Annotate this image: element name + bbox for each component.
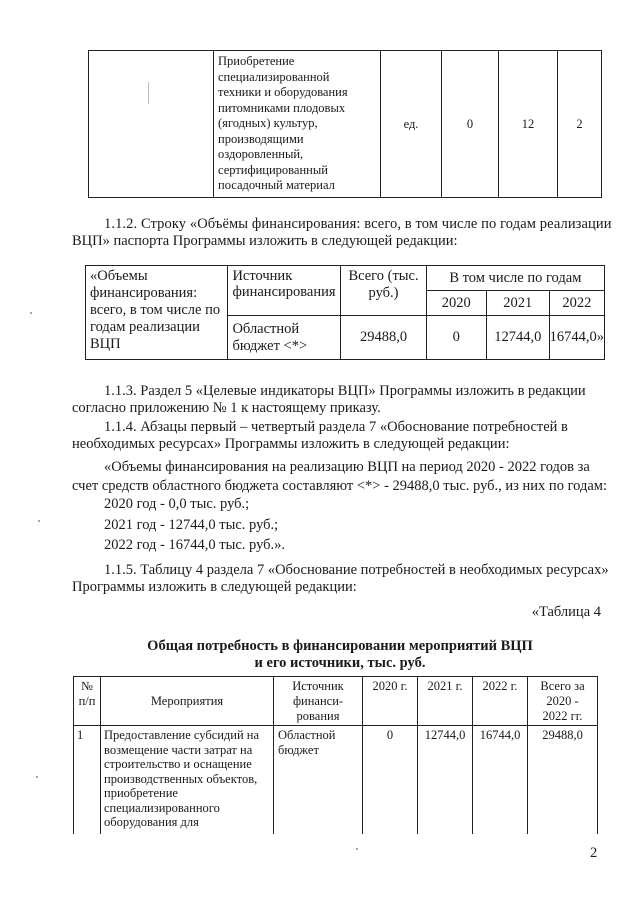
year-header-cell: 2021 <box>486 291 549 316</box>
paragraph-1-1-3 <box>72 383 586 416</box>
text-line: Программы изложить в следующей редакции: <box>72 578 357 595</box>
page-number: 2 <box>590 845 598 861</box>
scan-mark <box>356 848 358 850</box>
text-line: бюджет <*> <box>232 337 308 354</box>
scan-mark <box>38 520 40 522</box>
table-row <box>89 51 602 198</box>
text-line: Предоставление субсидий на <box>104 728 260 742</box>
text-line: Приобретение <box>218 54 295 69</box>
paragraph-1-1-4 <box>72 419 568 452</box>
header-source-cell <box>274 677 363 726</box>
indicator-table <box>88 50 602 198</box>
text-line: Областной <box>278 728 336 742</box>
text-line: приобретение <box>104 786 178 800</box>
text-line: № <box>81 679 93 693</box>
table-row <box>86 266 605 291</box>
header-num-cell <box>74 677 101 726</box>
text-line: 1.1.4. Абзацы первый – четвертый раздела 7 «Обоснование потребностей в <box>104 419 568 435</box>
scan-mark <box>36 776 38 778</box>
empty-cell <box>89 51 214 198</box>
text-line: оздоровленный, <box>218 147 304 162</box>
header-total-cell <box>528 677 598 726</box>
text-line: (ягодных) культур, <box>218 116 318 131</box>
table-header-row <box>74 677 598 726</box>
by-year-header-cell: В том числе по годам <box>426 266 604 291</box>
scan-mark <box>30 312 32 314</box>
unit-cell: ед. <box>381 51 442 198</box>
text-line: бюджет <box>278 742 319 757</box>
text-line: 1.1.5. Таблицу 4 раздела 7 «Обоснование потребностей в необходимых ресурсах» <box>104 562 609 578</box>
text-line: согласно приложению № 1 к настоящему приказу. <box>72 399 381 416</box>
header-year-cell: 2022 г. <box>473 677 528 726</box>
table-caption: «Таблица 4 <box>531 604 601 620</box>
text-line: ВЦП <box>90 336 121 352</box>
text-line: финансирования <box>232 284 336 300</box>
value-cell: 12744,0 <box>486 316 549 360</box>
text-line: 1.1.2. Строку «Объёмы финансирования: всего, в том числе по годам реализации <box>104 216 612 232</box>
row-measure-cell <box>101 726 274 835</box>
text-line: годам реализации <box>90 319 200 335</box>
text-line: специализированной <box>218 69 330 84</box>
text-line: Источник <box>232 268 293 284</box>
text-line: 2020 год - 0,0 тыс. руб.; <box>104 496 250 512</box>
year-header-cell: 2020 <box>426 291 486 316</box>
text-line: 2022 гг. <box>542 709 583 723</box>
row-total-cell: 29488,0 <box>528 726 598 835</box>
title-line: Общая потребность в финансировании мероприятий ВЦП <box>147 638 533 654</box>
text-line: строительство и оснащение <box>104 757 252 771</box>
title-line: и его источники, тыс. руб. <box>254 655 426 671</box>
text-line: Всего за <box>540 679 585 693</box>
total-header-cell <box>341 266 426 316</box>
text-line: рования <box>296 709 340 723</box>
source-header-cell <box>228 266 341 316</box>
quoted-text <box>72 458 607 555</box>
text-line: финанси- <box>292 694 344 708</box>
text-line: Источник <box>292 679 344 693</box>
value-cell: 16744,0» <box>549 316 604 360</box>
text-line: оборудования для <box>104 815 199 829</box>
text-line: «Объемы финансирования на реализацию ВЦП на период 2020 - 2022 годов за <box>104 459 590 475</box>
source-cell <box>228 316 341 360</box>
financing-needs-table <box>73 676 598 834</box>
text-line: Областной <box>232 320 300 337</box>
text-line: счет средств областного бюджета составляют <*> - 29488,0 тыс. руб., из них по годам: <box>72 477 607 494</box>
row-value-cell: 12744,0 <box>418 726 473 835</box>
header-measures-cell: Мероприятия <box>101 677 274 726</box>
text-line: посадочный материал <box>218 178 335 193</box>
total-cell: 29488,0 <box>341 316 426 360</box>
row-num-cell: 1 <box>74 726 101 835</box>
header-year-cell: 2020 г. <box>363 677 418 726</box>
table-row <box>74 726 598 835</box>
value-cell: 12 <box>499 51 558 198</box>
financing-label-cell <box>86 266 228 360</box>
text-line: Всего (тыс. <box>348 268 419 284</box>
table-title <box>0 638 637 672</box>
text-line: питомниками плодовых <box>218 100 346 115</box>
financing-table <box>85 265 605 360</box>
value-cell: 0 <box>426 316 486 360</box>
text-line: п/п <box>78 694 96 708</box>
value-cell: 0 <box>442 51 499 198</box>
text-line: 1.1.3. Раздел 5 «Целевые индикаторы ВЦП» Программы изложить в редакции <box>104 383 586 399</box>
measure-name-cell <box>214 51 381 198</box>
text-line: техники и оборудования <box>218 85 348 100</box>
paragraph-1-1-2 <box>72 216 612 249</box>
text-line: руб.) <box>368 285 399 301</box>
text-line: 2022 год - 16744,0 тыс. руб.». <box>104 537 286 553</box>
text-line: ВЦП» паспорта Программы изложить в следующей редакции: <box>72 232 458 249</box>
text-line: 2020 - <box>546 694 579 708</box>
text-line: производящими <box>218 131 304 146</box>
text-line: «Объемы <box>90 268 148 284</box>
text-line: производственных объектов, <box>104 771 258 786</box>
text-line: 2021 год - 12744,0 тыс. руб.; <box>104 516 279 533</box>
year-header-cell: 2022 <box>549 291 604 316</box>
header-year-cell: 2021 г. <box>418 677 473 726</box>
text-line: финансирования: <box>90 285 198 301</box>
value-cell: 2 <box>558 51 602 198</box>
row-value-cell: 0 <box>363 726 418 835</box>
text-line: возмещение части затрат на <box>104 742 253 757</box>
text-line: необходимых ресурсах» Программы изложить в следующей редакции: <box>72 435 510 452</box>
row-source-cell <box>274 726 363 835</box>
paragraph-1-1-5 <box>72 562 609 595</box>
text-line: сертифицированный <box>218 162 328 177</box>
text-line: всего, в том числе по <box>90 302 221 318</box>
text-line: специализированного <box>104 800 220 815</box>
row-value-cell: 16744,0 <box>473 726 528 835</box>
